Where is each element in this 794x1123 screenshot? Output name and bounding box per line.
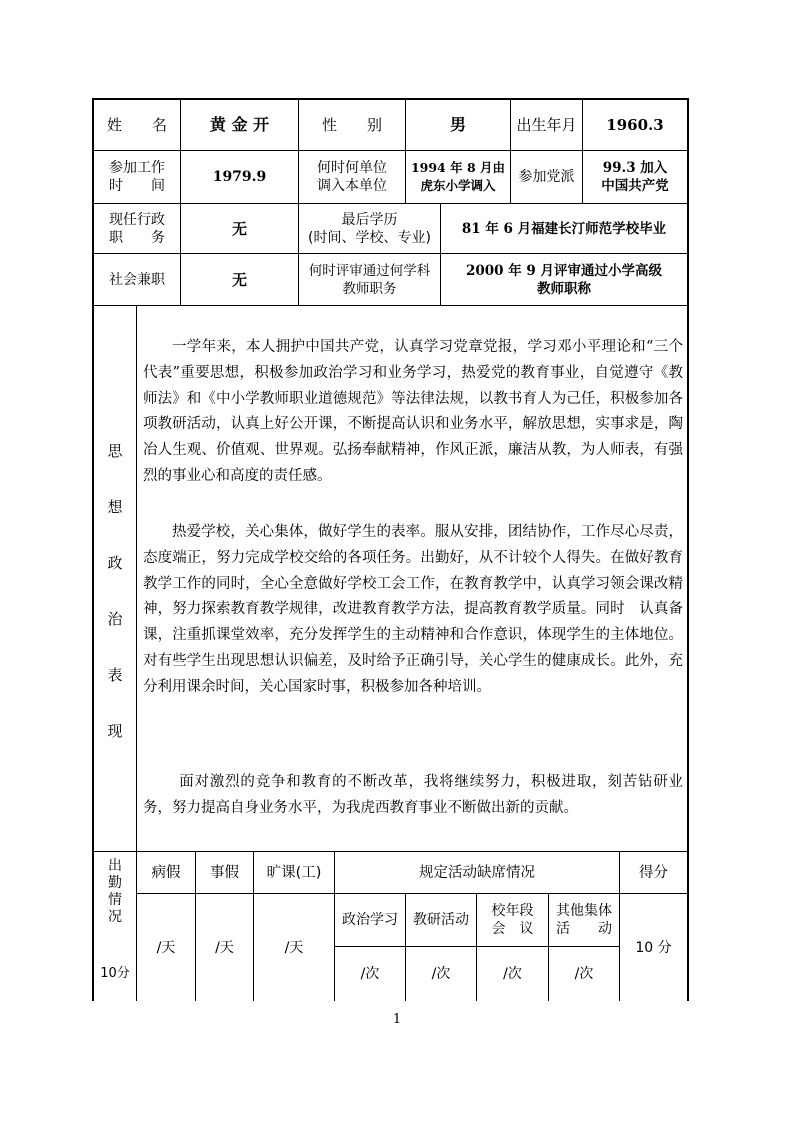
education-label-line2: (时间、学校、专业) [308,229,431,246]
birth-label: 出生年月 [516,116,577,134]
admin-label-line1: 现任行政 [109,211,165,228]
transfer-label-line2: 调入本单位 [317,178,387,194]
performance-side-label-char: 现 [107,722,123,740]
other-activity-label-line2: 活 动 [556,921,612,937]
transfer-value-line1: 1994 年 8 月由 [410,160,506,175]
admin-label [94,204,180,253]
education-label [299,204,440,253]
admin-label-line2: 职 务 [109,229,165,246]
table-border-right [687,98,689,1001]
name-label: 姓 名 [106,116,167,134]
sick-leave-value: /天 [156,939,176,956]
score-label: 得分 [639,864,668,881]
personal-leave-label: 事假 [210,864,239,881]
performance-side-label-char: 思 [107,442,123,460]
party-value-line2: 中国共产党 [601,178,669,194]
party-label: 参加党派 [518,169,575,185]
performance-paragraph-2: 热爱学校，关心集体，做好学生的表率。服从安排，团结协作，工作尽心尽责，态度端正，努力完成学校交给的各项任务。出勤好，从不计较个人得失。在做好教育教学工作的同时，全心全意做好学校工会工作，在教育教学中，认真学习领会课改精神，努力探索教育教学规律，改进教育教学方法，提高教育教学质量。同时 认真备课，注重抓课堂效率，充分发挥学生的主动精神和合作意识，体现学生的主体地位。对有些学生出现思想认识偏差，及时给予正确引导，关心学生的健康成长。此外，充分利用课余时间，关心国家时事，积极参加各种培训。 [143,524,683,695]
social-value: 无 [231,270,247,289]
political-study-label: 政治学习 [342,912,398,928]
title-value-line2: 教师职称 [537,280,591,297]
political-study-value: /次 [360,966,380,982]
transfer-value [406,151,510,203]
activity-absence-label: 规定活动缺席情况 [419,864,535,881]
education-label-line1: 最后学历 [341,211,398,228]
attendance-side-score: 10分 [100,966,130,981]
transfer-value-line2: 虎东小学调入 [420,178,496,193]
work-start-value: 1979.9 [212,169,267,185]
score-value: 10 分 [635,939,672,956]
title-value [441,254,687,305]
performance-paragraph-3: 面对激烈的竞争和教育的不断改革，我将继续努力，积极进取，刻苦钻研业务，努力提高自身业务水平，为我虎西教育事业不断做出新的贡献。 [143,774,683,816]
absence-value: /天 [284,939,304,956]
grade-meeting-label-line1: 校年段 [491,903,534,919]
performance-paragraph-1: 一学年来，本人拥护中国共产党，认真学习党章党报，学习邓小平理论和“三个代表”重要思想，积极参加政治学习和业务学习，热爱党的教育事业，自觉遵守《教师法》和《中小学教师职业道德规范》等法律法规，以教书育人为己任，积极参加各项教研活动，认真上好公开课，不断提高认识和业务水平，解放思想，实事求是，陶冶人生观、价值观、世界观。弘扬奉献精神，作风正派，廉洁从教，为人师表，有强烈的事业心和高度的责任感。 [143,339,683,484]
page-number: 1 [392,1012,402,1027]
other-activity-value: /次 [574,966,594,982]
transfer-label-line1: 何时何单位 [317,160,387,176]
attendance-side-char: 况 [108,909,122,925]
title-label [299,254,440,305]
party-value-line1: 99.3 加入 [602,160,668,176]
attendance-side-char: 情 [108,892,122,908]
admin-value: 无 [231,219,247,238]
social-label: 社会兼职 [109,271,165,288]
gender-label: 性 别 [321,116,382,134]
performance-side-label-char: 表 [107,666,123,684]
research-activity-label: 教研活动 [413,912,469,928]
transfer-label [299,151,405,203]
title-label-line1: 何时评审通过何学科 [308,262,431,279]
party-value [583,151,687,203]
performance-side-label-char: 治 [107,610,123,628]
gender-value: 男 [449,115,466,134]
attendance-side-char: 勤 [108,875,122,891]
grade-meeting-label [477,894,548,946]
title-value-line1: 2000 年 9 月评审通过小学高级 [465,262,663,279]
education-value: 81 年 6 月福建长汀师范学校毕业 [461,220,667,237]
grade-meeting-value: /次 [503,966,522,982]
performance-side-label-char: 想 [107,498,123,516]
sick-leave-label: 病假 [151,864,181,881]
work-start-label [94,151,180,203]
grade-meeting-label-line2: 会 议 [491,921,534,937]
attendance-side-label [94,858,136,926]
row-divider [92,305,689,306]
personal-leave-value: /天 [215,939,234,956]
other-activity-label-line1: 其他集体 [556,903,612,919]
work-start-label-line1: 参加工作 [109,160,165,176]
name-value: 黄 金 开 [209,115,270,134]
attendance-side-char: 出 [108,858,122,874]
absence-label: 旷课(工) [266,864,322,881]
work-start-label-line2: 时 间 [109,178,165,194]
title-label-line2: 教师职务 [342,280,397,297]
other-activity-label [549,894,619,946]
birth-value: 1960.3 [606,116,664,134]
performance-side-label-char: 政 [107,554,123,572]
research-activity-value: /次 [431,966,451,982]
